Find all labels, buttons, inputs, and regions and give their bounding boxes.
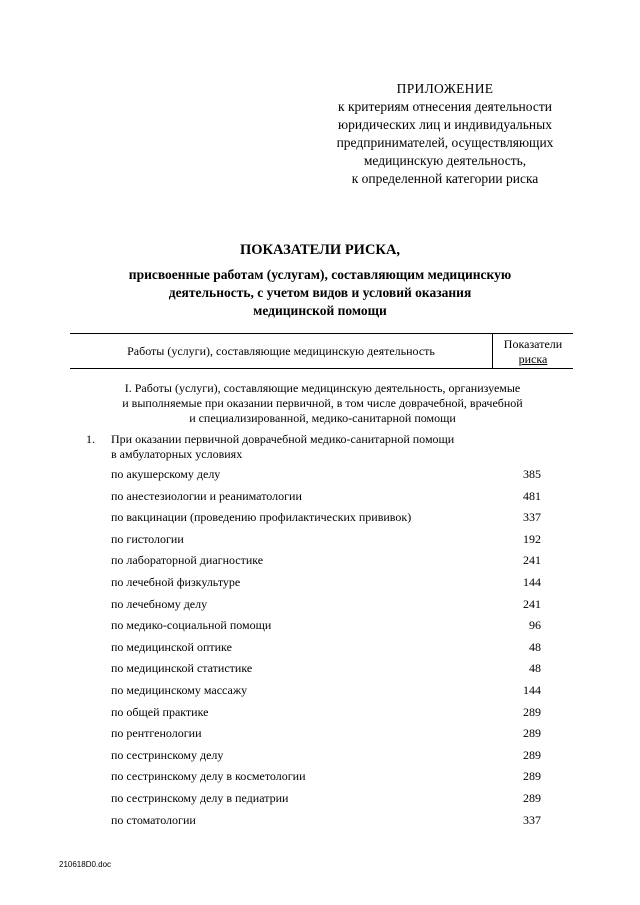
row-label: по медицинскому массажу [111,682,248,697]
table-row [0,661,640,683]
section-title-line: I. Работы (услуги), составляющие медицинскую деятельность, организуемые [124,381,521,395]
row-label: по лечебной физкультуре [111,574,241,589]
table-row [0,813,640,835]
item-text-line: в амбулаторных условиях [111,447,243,461]
table-row [0,575,640,597]
table-row [0,618,640,640]
section-title [95,381,550,426]
risk-table-rows [0,467,640,834]
appendix-line: к критериям отнесения деятельности [338,99,552,114]
table-row [0,705,640,727]
column-header-works: Работы (услуги), составляющие медицинскую деятельность [127,344,435,358]
row-value: 289 [523,704,541,719]
file-name-footer: 210618D0.doc [59,860,112,869]
row-value: 289 [523,769,541,784]
row-label: по рентгенологии [111,726,202,741]
row-value: 48 [529,639,541,654]
item-text-line: При оказании первичной доврачебной медико-санитарной помощи [111,432,455,446]
section-title-line: и специализированной, медико-санитарной помощи [189,411,456,425]
table-row [0,467,640,489]
row-label: по гистологии [111,531,184,546]
row-value: 289 [523,790,541,805]
row-label: по общей практике [111,704,209,719]
column-header-risk-line: риска [518,352,548,366]
row-label: по стоматологии [111,812,196,827]
item-number: 1. [86,432,95,446]
row-value: 96 [529,618,541,633]
row-value: 289 [523,747,541,762]
table-row [0,748,640,770]
item-text [111,432,531,462]
subtitle-line: деятельность, с учетом видов и условий оказания [168,285,472,300]
row-label: по медико-социальной помощи [111,618,272,633]
row-value: 337 [523,510,541,525]
row-label: по сестринскому делу в педиатрии [111,790,289,805]
row-value: 337 [523,812,541,827]
table-row [0,683,640,705]
row-label: по лечебному делу [111,596,208,611]
table-row [0,553,640,575]
row-value: 241 [523,596,541,611]
row-value: 481 [523,488,541,503]
appendix-block [305,80,585,188]
table-header-top-rule [70,333,573,334]
table-row [0,532,640,554]
column-header-risk-line: Показатели [503,337,563,351]
row-value: 289 [523,726,541,741]
row-label: по вакцинации (проведению профилактических прививок) [111,510,412,525]
table-row [0,640,640,662]
row-label: по лабораторной диагностике [111,553,264,568]
table-row [0,597,640,619]
row-label: по анестезиологии и реаниматологии [111,488,302,503]
row-value: 192 [523,531,541,546]
row-label: по медицинской статистике [111,661,253,676]
table-row [0,510,640,532]
row-label: по сестринскому делу [111,747,224,762]
document-subtitle [90,266,550,320]
row-value: 241 [523,553,541,568]
table-header-bottom-rule [70,368,573,369]
appendix-line: медицинскую деятельность, [363,153,527,168]
subtitle-line: медицинской помощи [253,303,387,318]
row-value: 48 [529,661,541,676]
table-row [0,769,640,791]
appendix-heading: ПРИЛОЖЕНИЕ [396,81,494,96]
column-header-risk [493,337,573,367]
row-value: 144 [523,574,541,589]
row-label: по медицинской оптике [111,639,232,654]
table-row [0,791,640,813]
row-value: 385 [523,467,541,481]
section-title-line: и выполняемые при оказании первичной, в том числе доврачебной, врачебной [122,396,523,410]
subtitle-line: присвоенные работам (услугам), составляющим медицинскую [128,267,512,282]
document-title: ПОКАЗАТЕЛИ РИСКА, [239,242,401,258]
appendix-line: предпринимателей, осуществляющих [336,135,554,150]
row-label: по акушерскому делу [111,467,221,481]
table-row [0,489,640,511]
row-label: по сестринскому делу в косметологии [111,769,306,784]
row-value: 144 [523,682,541,697]
appendix-line: юридических лиц и индивидуальных [338,117,552,132]
table-row [0,726,640,748]
appendix-line: к определенной категории риска [351,171,539,186]
